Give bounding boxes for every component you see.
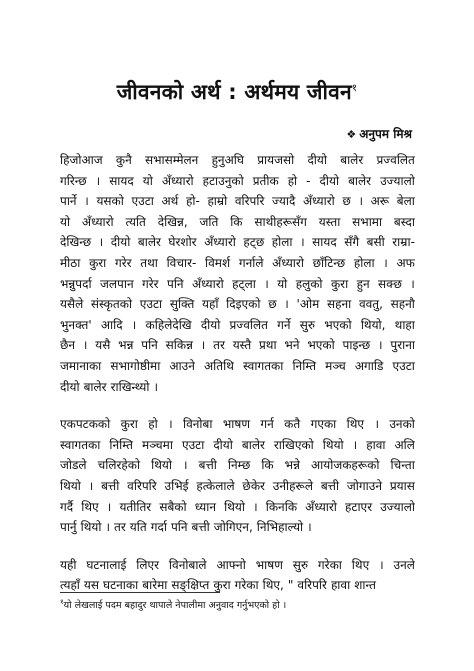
paragraph	[60, 150, 415, 397]
text-line: त्यहाँ यस घटनाका बारेमा सङ्क्षिप्त कुरा गरेका थिए, " वरिपरि हावा शान्त	[60, 578, 377, 593]
text-line: यो अँध्यारो त्यति देखिन्न, जति कि साथीहरूसँग यस्ता सभामा बस्दा	[60, 214, 415, 229]
footnote-divider	[60, 592, 220, 593]
text-line: जोडले चलिरहेको थियो । बत्ती निम्छ कि भन्ने आयोजकहरूको चिन्ता	[60, 458, 415, 473]
paragraph	[60, 555, 415, 596]
text-line: भन्नुपर्दा जलपान गरेर पनि अँध्यारो हट्ला । यो हलुको कुरा हुन सक्छ ।	[60, 276, 415, 291]
paragraph	[60, 414, 415, 538]
text-line: हिजोआज कुनै सभासम्मेलन हुनुअघि प्रायजसो दीयो बालेर प्रज्वलित	[60, 153, 415, 167]
text-line: थियो । बत्ती वरिपरि उभिई हत्केलाले छेकेर उनीहरूले बत्ती जोगाउने प्रयास	[60, 478, 415, 493]
title-footnote-mark[interactable]: १	[351, 83, 358, 94]
text-line: छैन । यसै भन्न पनि सकिन्न । तर यस्तै प्रथा भने भएको पाइन्छ । पुराना	[60, 338, 415, 353]
text-line: भुनक्त' आदि । कहिलेदेखि दीयो प्रज्वलित गर्ने सुरु भएको थियो, थाहा	[60, 317, 415, 332]
text-line: गरिन्छ । सायद यो अँध्यारो हटाउनुको प्रतीक हो - दीयो बालेर उज्यालो	[60, 173, 415, 188]
text-line: मीठा कुरा गरेर तथा विचार- विमर्श गर्नाले अँध्यारो छाँटिन्छ होला । अफ	[60, 255, 415, 270]
text-line: स्वागतका निम्ति मञ्चमा एउटा दीयो बालेर राखिएको थियो । हावा अलि	[60, 437, 415, 452]
text-line: दीयो बालेर राखिन्थ्यो ।	[60, 379, 158, 394]
title-text: जीवनको अर्थ : अर्थमय जीवन	[116, 80, 352, 104]
text-line: पार्नु थियो । तर यति गर्दा पनि बत्ती जोगिएन, निभिहाल्यो ।	[60, 520, 312, 535]
diamond-bullet-icon: ❖	[346, 128, 357, 141]
author-name: अनुपम मिश्र	[359, 127, 412, 141]
text-line: गर्दै थिए । यतीतिर सबैको ध्यान थियो । किनकि अँध्यारो हटाएर उज्यालो	[60, 499, 415, 514]
page-title	[0, 78, 474, 106]
text-line: पार्ने । यसको एउटा अर्थ हो- हाम्रो वरिपरि ज्यादै अँध्यारो छ । अरू बेला	[60, 194, 415, 209]
author-byline	[346, 125, 412, 142]
article-body	[60, 150, 415, 613]
footnote	[60, 598, 286, 611]
text-line: जमानाका सभागोष्ठीमा आउने अतिथि स्वागतका निम्ति मञ्च अगाडि एउटा	[60, 358, 415, 373]
footnote-text: यो लेखलाई पदम बहादुर थापाले नेपालीमा अनुवाद गर्नुभएको हो ।	[63, 600, 287, 612]
text-line: देखिन्छ । दीयो बालेर घेरशोर अँध्यारो हट्छ होला । सायद सँगै बसी राम्रा-	[60, 235, 415, 250]
text-line: यसैले संस्कृतको एउटा सुक्ति यहाँ दिइएको छ । 'ओम सहना ववतु, सहनौ	[60, 297, 415, 312]
footnote-mark: १	[60, 598, 64, 606]
text-line: एकपटकको कुरा हो । विनोबा भाषण गर्न कतै गएका थिए । उनको	[60, 417, 415, 432]
text-line: यही घटनालाई लिएर विनोबाले आफ्नो भाषण सुरु गरेका थिए । उनले	[60, 557, 415, 572]
